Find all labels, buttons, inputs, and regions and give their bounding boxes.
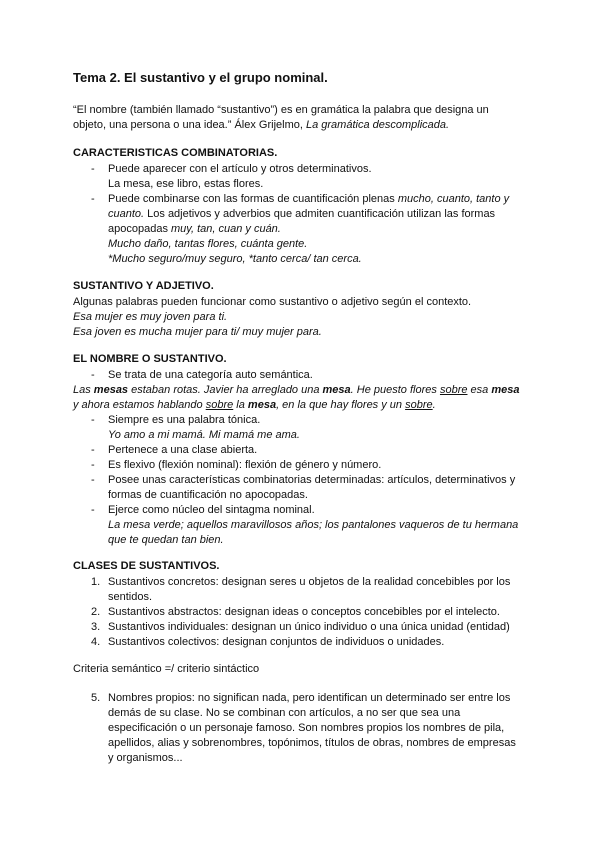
s3-bullet-6-example-1: La mesa verde; aquellos maravillosos años; los pantalones vaqueros de tu hermana <box>108 519 519 531</box>
text-span: sobre <box>405 399 433 411</box>
clases-item-5-line-4: apellidos, alias y sobrenombres, topónimos, títulos de obras, nombres de empresas <box>108 737 516 749</box>
s3-bullet-6-example-2: que te quedan tan bien. <box>108 534 224 546</box>
quote-line-2 <box>73 118 449 133</box>
text-span: sobre <box>205 399 234 411</box>
s3-bullet-5-line-2: formas de cuantificación no apocopadas. <box>108 489 308 501</box>
list-number: 1. <box>91 576 101 588</box>
text-span: la <box>233 399 248 411</box>
text-span: , en la que hay flores y un <box>276 399 406 411</box>
text-span: mesa <box>491 384 520 396</box>
clases-item-5-line-3: especificación o un personaje famoso. Son nombres propios los nombres de pila, <box>108 722 505 734</box>
list-number: 4. <box>91 636 101 648</box>
s1-example-1: Mucho daño, tantas flores, cuánta gente. <box>108 238 308 250</box>
bullet-dash: - <box>91 369 95 381</box>
text-span: cuanto. <box>108 208 145 220</box>
s3-bullet-2: Siempre es una palabra tónica. <box>108 414 261 426</box>
text-span: sobre <box>439 384 468 396</box>
list-number: 2. <box>91 606 101 618</box>
text-span: Las <box>73 384 94 396</box>
text-span: mucho, cuanto, tanto y <box>397 193 510 205</box>
clases-item-4: Sustantivos colectivos: designan conjuntos de individuos o unidades. <box>108 636 445 648</box>
bullet-dash: - <box>91 193 95 205</box>
text-span: Los adjetivos y adverbios que admiten cuantificación utilizan las formas <box>144 208 496 220</box>
quote-attribution: objeto, una persona o una idea.” Álex Grijelmo, <box>73 119 306 131</box>
s3-bullet-5-line-1: Posee unas características combinatorias determinadas: artículos, determinativos y <box>108 474 516 486</box>
bullet-dash: - <box>91 444 95 456</box>
clases-item-2: Sustantivos abstractos: designan ideas o conceptos concebibles por el intelecto. <box>108 606 500 618</box>
text-span: esa <box>467 384 492 396</box>
s3-bullet-3: Pertenece a una clase abierta. <box>108 444 258 456</box>
bullet-dash: - <box>91 163 95 175</box>
bullet-dash: - <box>91 474 95 486</box>
s3-bullet-2-example: Yo amo a mi mamá. Mi mamá me ama. <box>108 429 300 441</box>
clases-item-1-line-1: Sustantivos concretos: designan seres u objetos de la realidad concebibles por los <box>108 576 511 588</box>
clases-item-5-line-2: demás de su clase. No se combinan con artículos, a no ser que sea una <box>108 707 461 719</box>
s3-bullet-4: Es flexivo (flexión nominal): flexión de género y número. <box>108 459 382 471</box>
page-title: Tema 2. El sustantivo y el grupo nominal. <box>73 70 328 85</box>
bullet-dash: - <box>91 504 95 516</box>
clases-item-5-line-1: Nombres propios: no significan nada, pero identifican un determinado ser entre los <box>108 692 511 704</box>
list-number: 3. <box>91 621 101 633</box>
quote-line-1: “El nombre (también llamado “sustantivo”) es en gramática la palabra que designa un <box>73 104 489 116</box>
text-span: . He puesto flores <box>350 384 440 396</box>
s1-bullet-1-example: La mesa, ese libro, estas flores. <box>108 178 264 190</box>
text-span: estaban rotas. Javier ha arreglado una <box>128 384 323 396</box>
text-span: mesa <box>322 384 351 396</box>
section-heading-clases: CLASES DE SUSTANTIVOS. <box>73 560 220 572</box>
s1-example-2: *Mucho seguro/muy seguro, *tanto cerca/ tan cerca. <box>108 253 362 265</box>
list-number: 5. <box>91 692 101 704</box>
text-span: apocopadas <box>108 223 171 235</box>
s3-example-line-2 <box>73 398 436 413</box>
text-span: mesas <box>93 384 129 396</box>
text-span: muy, tan, cuan y cuán. <box>171 223 281 235</box>
text-span: y ahora estamos hablando <box>73 399 206 411</box>
section-heading-sustantivo-adjetivo: SUSTANTIVO Y ADJETIVO. <box>73 280 214 292</box>
s1-bullet-2-line-2 <box>108 207 495 222</box>
clases-item-5-line-5: y organismos... <box>108 752 183 764</box>
s2-example-2: Esa joven es mucha mujer para ti/ muy mujer para. <box>73 326 322 338</box>
section-heading-nombre: EL NOMBRE O SUSTANTIVO. <box>73 353 227 365</box>
text-span: Puede combinarse con las formas de cuantificación plenas <box>108 193 398 205</box>
text-span: . <box>432 399 436 411</box>
s1-bullet-2-line-1 <box>108 192 509 207</box>
clases-item-3: Sustantivos individuales: designan un único individuo o una única unidad (entidad) <box>108 621 510 633</box>
clases-item-1-line-2: sentidos. <box>108 591 153 603</box>
s3-bullet-6: Ejerce como núcleo del sintagma nominal. <box>108 504 315 516</box>
bullet-dash: - <box>91 414 95 426</box>
s3-bullet-1: Se trata de una categoría auto semántica. <box>108 369 313 381</box>
s3-example-line-1 <box>73 383 519 398</box>
s1-bullet-1: Puede aparecer con el artículo y otros determinativos. <box>108 163 372 175</box>
text-span: mesa <box>247 399 277 411</box>
s2-example-1: Esa mujer es muy joven para ti. <box>73 311 228 323</box>
section-heading-combinatorias: CARACTERISTICAS COMBINATORIAS. <box>73 147 278 159</box>
bullet-dash: - <box>91 459 95 471</box>
s1-bullet-2-line-3 <box>108 222 281 237</box>
criteria-note: Criteria semántico =/ criterio sintáctico <box>73 663 260 675</box>
quote-book-title: La gramática descomplicada. <box>305 119 450 131</box>
s2-text: Algunas palabras pueden funcionar como sustantivo o adjetivo según el contexto. <box>73 296 472 308</box>
